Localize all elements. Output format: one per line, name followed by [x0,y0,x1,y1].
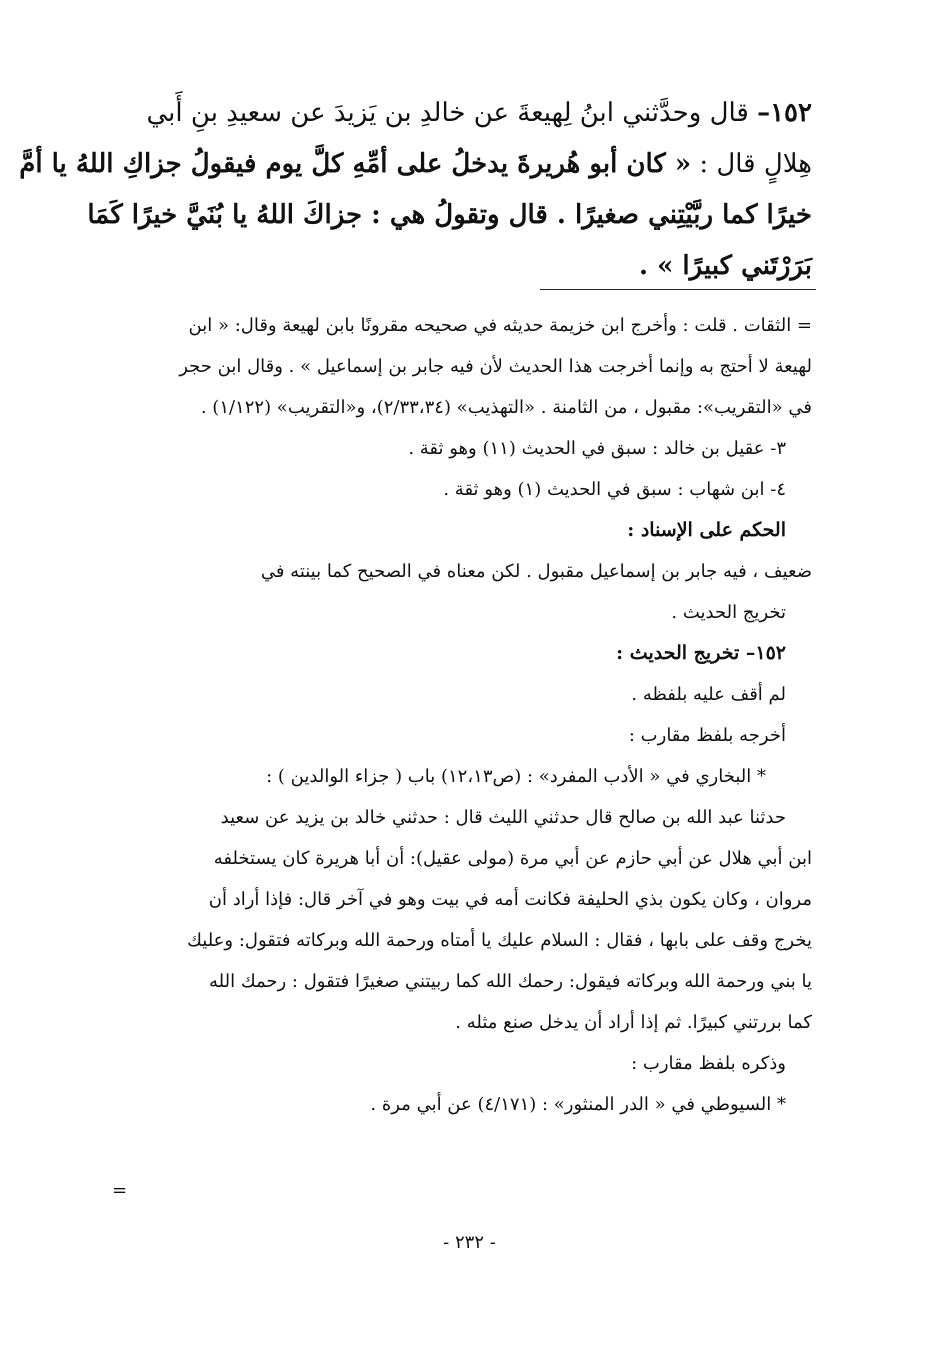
hadith-matn: بَرَرْتَني كبيرًا » . [639,251,812,281]
note-line: يا بني ورحمة الله وبركاته فيقول: رحمك الله كما ربيتني صغيرًا فتقول : رحمك الله [209,971,812,992]
note-line: مروان ، وكان يكون بذي الحليفة فكانت أمه في بيت وهو في آخر قال: فإذا أراد أن [208,889,812,910]
page-number: - ٢٣٢ - [443,1232,496,1253]
hadith-line-text: هِلالٍ قال : [691,149,812,179]
note-line: ٤- ابن شهاب : سبق في الحديث (١) وهو ثقة . [443,479,786,500]
note-line: ٣- عقيل بن خالد : سبق في الحديث (١١) وهو ثقة . [408,438,786,459]
note-line: ابن أبي هلال عن أبي حازم عن أبي مرة (مولى عقيل): أن أبا هريرة كان يستخلفه [213,848,812,869]
continuation-mark: = [112,1180,128,1201]
hadith-text [19,88,812,292]
note-line: أخرجه بلفظ مقارب : [628,725,786,746]
note-line: ضعيف ، فيه جابر بن إسماعيل مقبول . لكن معناه في الصحيح كما بينته في [260,561,812,582]
hadith-matn: « كان أبو هُريرةَ يدخلُ على أمِّهِ كلَّ يوم فيقولُ جزاكِ اللهُ يا أمَّ [19,149,692,179]
footnotes-section [104,305,812,1125]
hadith-line [104,88,812,139]
note-line: وذكره بلفظ مقارب : [631,1053,786,1074]
footnote-divider [540,289,816,290]
note-line: تخريج الحديث . [671,602,786,623]
section-heading: ١٥٢– تخريج الحديث : [616,642,786,664]
note-line: = الثقات . قلت : وأخرج ابن خزيمة حديثه في صحيحه مقرونًا بابن لهيعة وقال: « ابن [188,315,812,336]
hadith-number: ١٥٢– [757,98,812,128]
hadith-matn: خيرًا كما ربَّيْتِني صغيرًا . قال وتقولُ هي : جزاكَ اللهُ يا بُنَيَّ خيرًا كَمَا [87,200,812,230]
hadith-line-text: قال وحدَّثني ابنُ لِهيعةَ عن خالدِ بن يَزيدَ عن سعيدِ بنِ أَبي [146,98,749,128]
hadith-line [19,139,812,190]
note-line: * البخاري في « الأدب المفرد» : (ص١٢،١٣) باب ( جزاء الوالدين ) : [266,766,766,787]
note-line: حدثنا عبد الله بن صالح قال حدثني الليث قال : حدثني خالد بن يزيد عن سعيد [220,807,786,828]
hadith-line [87,190,812,241]
note-line: لم أقف عليه بلفظه . [631,684,786,705]
note-line: يخرج وقف على بابها ، فقال : السلام عليك يا أمتاه ورحمة الله وبركاته فتقول: وعليك [187,930,812,951]
note-line: لهيعة لا أحتج به وإنما أخرجت هذا الحديث لأن فيه جابر بن إسماعيل » . وقال ابن حجر [179,356,812,377]
section-heading: الحكم على الإسناد : [627,519,786,541]
note-line: * السيوطي في « الدر المنثور» : (٤/١٧١) عن أبي مرة . [370,1094,786,1115]
note-line: في «التقريب»: مقبول ، من الثامنة . «التهذيب» (٢/٣٣،٣٤)، و«التقريب» (١/١٢٢) . [200,397,812,418]
hadith-line [104,241,812,292]
note-line: كما بررتني كبيرًا. ثم إذا أراد أن يدخل صنع مثله . [455,1012,812,1033]
